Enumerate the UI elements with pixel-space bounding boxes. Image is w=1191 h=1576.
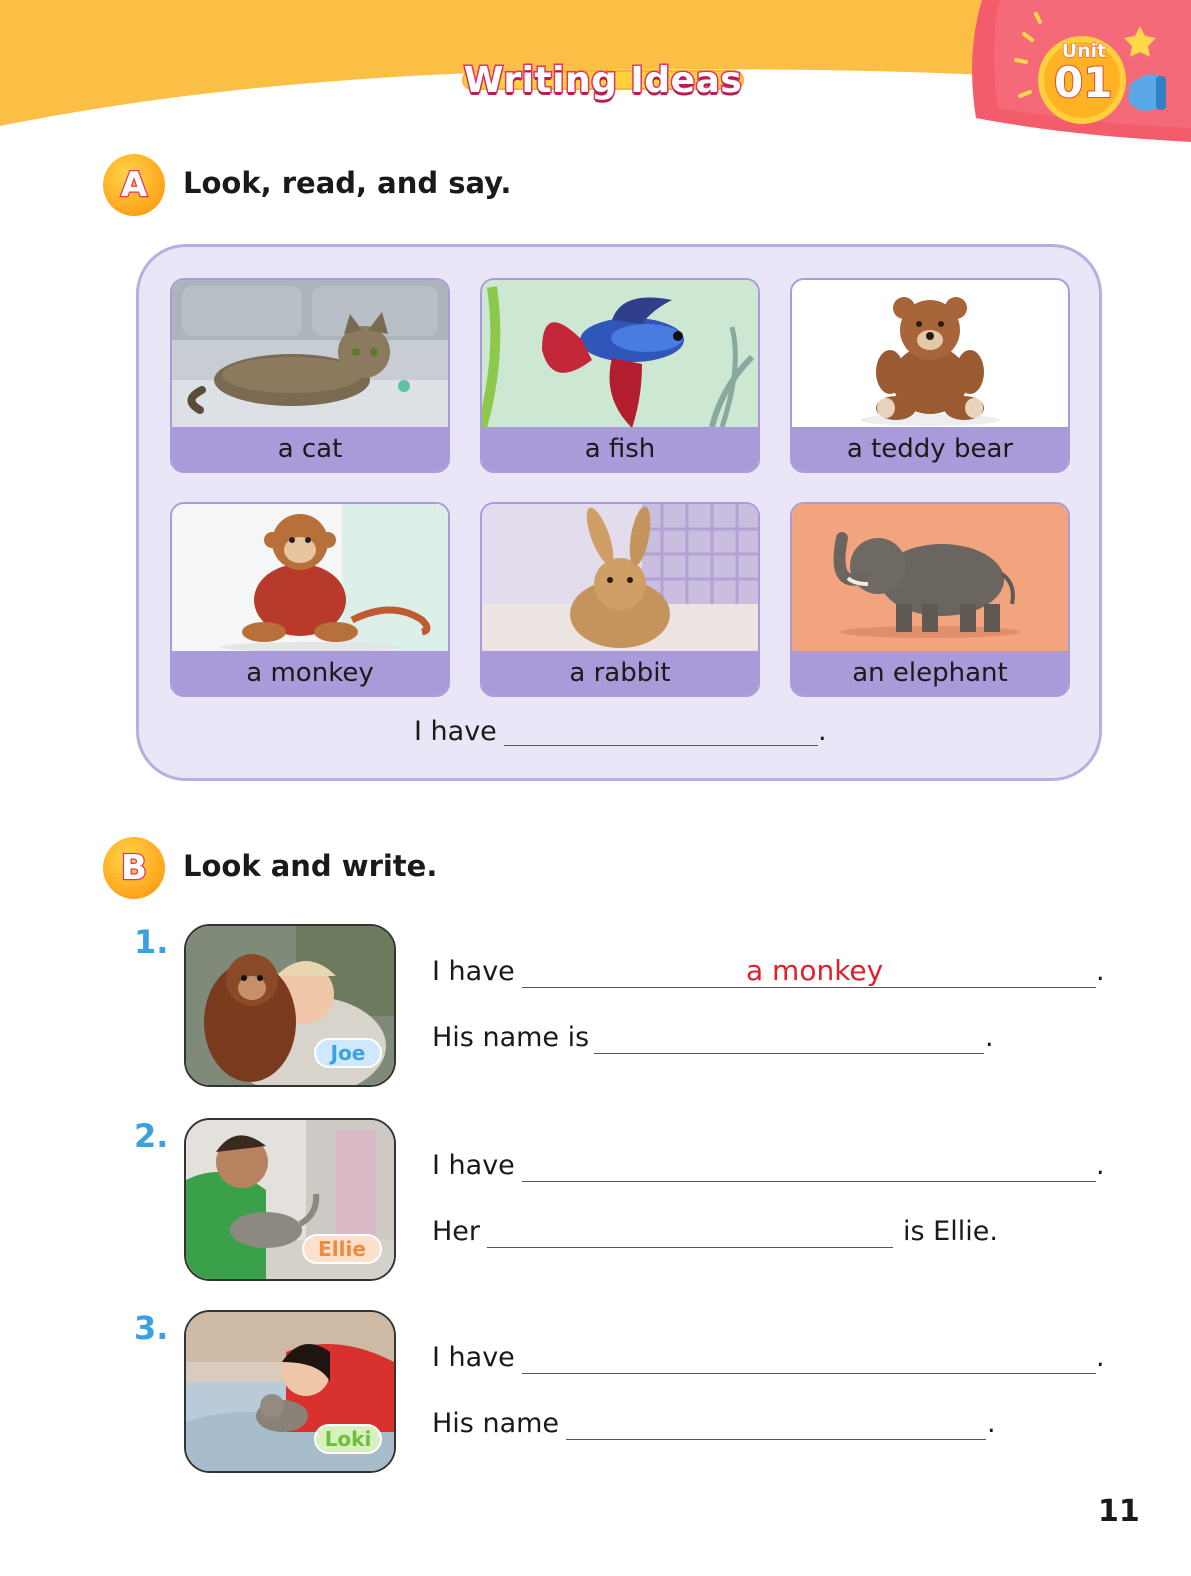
card-label: a cat <box>172 427 448 471</box>
card-label: a rabbit <box>482 651 758 695</box>
item-3-line2-blank[interactable] <box>566 1439 986 1440</box>
panel-sentence-start: I have <box>414 716 497 747</box>
line1-start: I have <box>432 1342 515 1373</box>
section-a-badge <box>103 154 165 216</box>
rabbit-photo-icon <box>482 504 758 651</box>
section-b-badge <box>103 837 165 899</box>
item-1-photo <box>184 924 396 1087</box>
line2-start: His name <box>432 1408 560 1439</box>
panel-sentence-end: . <box>818 716 827 747</box>
item-number: 2. <box>134 1117 169 1155</box>
page-title <box>462 52 744 108</box>
card-label: a monkey <box>172 651 448 695</box>
elephant-toy-photo-icon <box>792 504 1068 651</box>
name-tag-loki: Loki <box>314 1424 382 1454</box>
line1-end: . <box>1096 1150 1105 1181</box>
line1-start: I have <box>432 956 515 987</box>
item-1-line1-blank[interactable] <box>522 987 1096 988</box>
fish-photo-icon <box>482 280 758 427</box>
line2-start: His name is <box>432 1022 590 1053</box>
cat-photo-icon <box>172 280 448 427</box>
item-1-line2-blank[interactable] <box>594 1053 984 1054</box>
item-1-answer: a monkey <box>746 954 884 987</box>
card-rabbit <box>480 502 760 697</box>
line1-end: . <box>1096 956 1105 987</box>
unit-label: Unit <box>1061 40 1107 62</box>
monkey-toy-photo-icon <box>172 504 448 651</box>
card-elephant <box>790 502 1070 697</box>
item-3-photo <box>184 1310 396 1473</box>
line2-end: is Ellie. <box>903 1216 998 1247</box>
item-3-line1-blank[interactable] <box>522 1373 1096 1374</box>
section-b-letter: B <box>121 848 147 888</box>
name-tag-ellie: Ellie <box>302 1234 382 1264</box>
card-label: an elephant <box>792 651 1068 695</box>
item-number: 3. <box>134 1309 169 1347</box>
card-label: a fish <box>482 427 758 471</box>
item-number: 1. <box>134 923 169 961</box>
line2-end: . <box>985 1022 994 1053</box>
page-number: 11 <box>1098 1494 1140 1529</box>
item-2-line2-blank[interactable] <box>487 1247 893 1248</box>
card-monkey <box>170 502 450 697</box>
line1-start: I have <box>432 1150 515 1181</box>
unit-number: 01 <box>1054 58 1113 107</box>
panel-answer-line[interactable] <box>504 745 818 746</box>
section-b-instruction: Look and write. <box>183 849 438 883</box>
card-teddy-bear <box>790 278 1070 473</box>
card-fish <box>480 278 760 473</box>
line2-end: . <box>987 1408 996 1439</box>
item-2-line1-blank[interactable] <box>522 1181 1096 1182</box>
title-text: Writing Ideas <box>463 59 743 101</box>
card-cat <box>170 278 450 473</box>
card-label: a teddy bear <box>792 427 1068 471</box>
name-tag-joe: Joe <box>314 1038 382 1068</box>
section-a-instruction: Look, read, and say. <box>183 166 512 200</box>
teddy-bear-photo-icon <box>792 280 1068 427</box>
section-a-letter: A <box>120 165 148 205</box>
item-2-photo <box>184 1118 396 1281</box>
line1-end: . <box>1096 1342 1105 1373</box>
line2-start: Her <box>432 1216 481 1247</box>
